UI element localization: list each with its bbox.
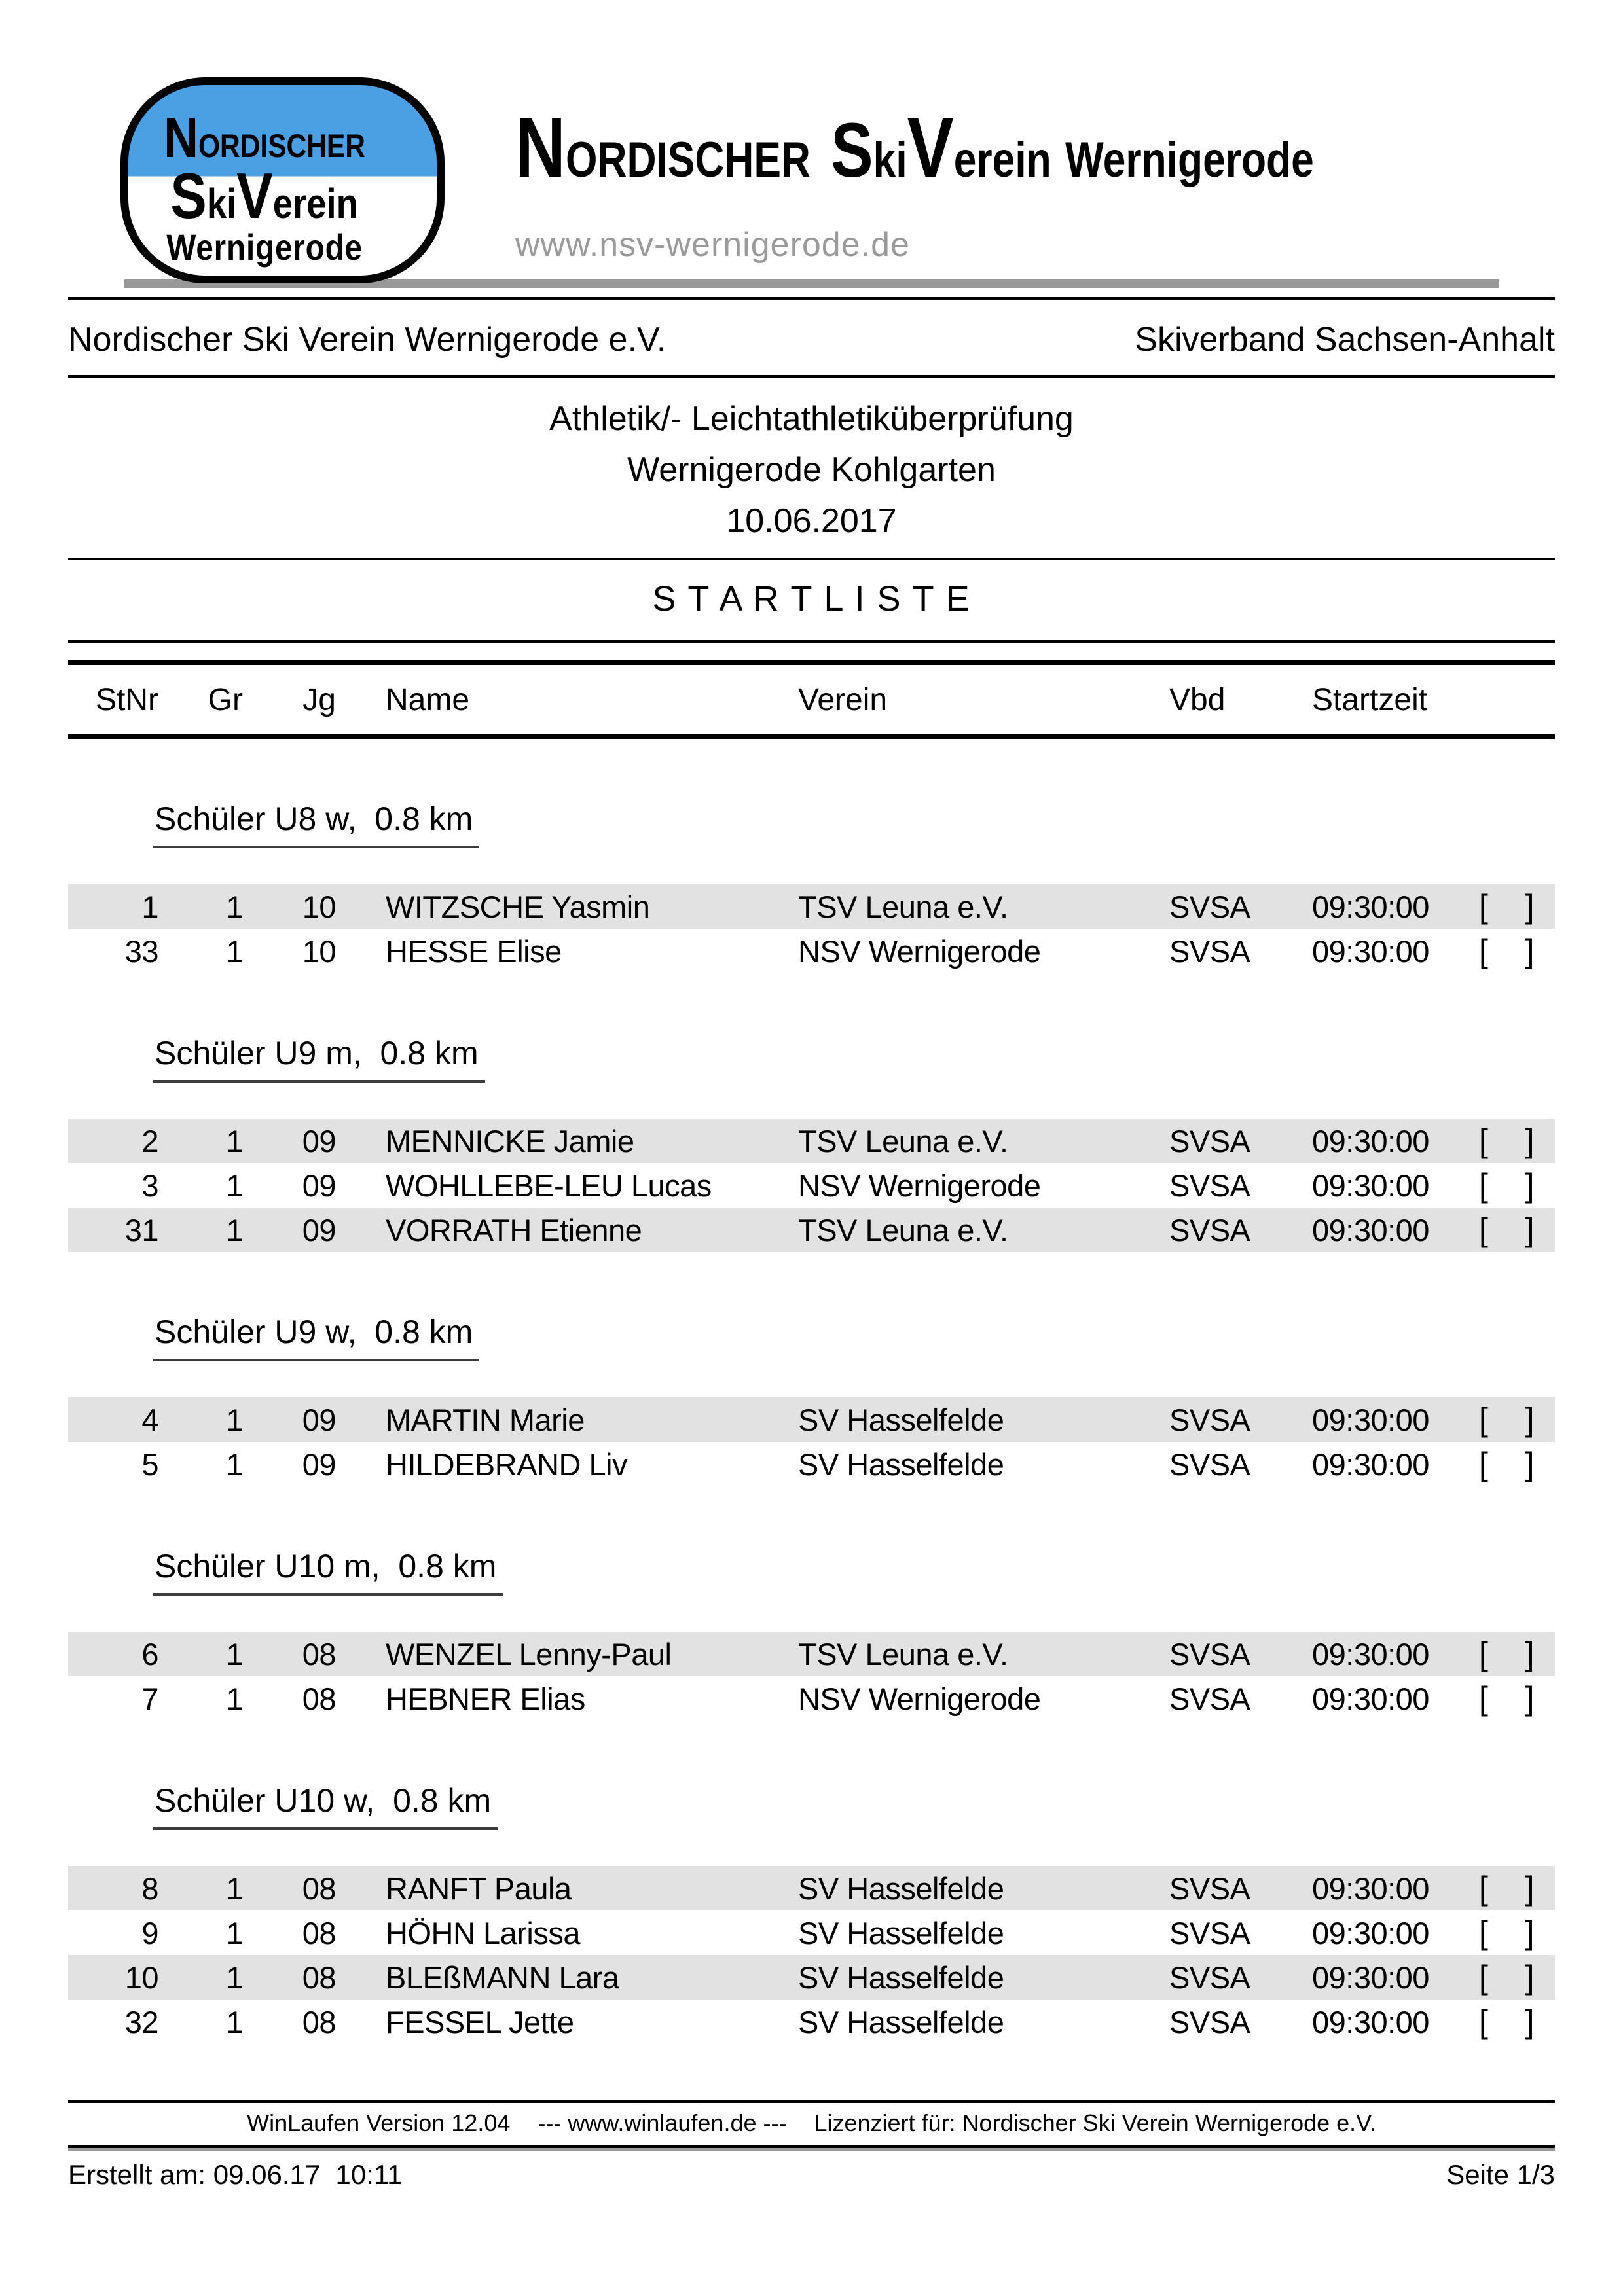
cell-stnr: 3	[141, 1168, 158, 1203]
cell-vbd: SVSA	[1169, 1446, 1250, 1482]
logo-line-nordischer	[164, 107, 365, 170]
cell-startzeit: 09:30:00	[1312, 1446, 1429, 1482]
event-date: 10.06.2017	[726, 502, 897, 540]
page-number: Seite 1/3	[1446, 2159, 1555, 2190]
bracket-open-icon: [	[1479, 1680, 1488, 1717]
start-row	[68, 1676, 1555, 1721]
cell-gr: 1	[226, 1212, 243, 1247]
start-row	[68, 1442, 1555, 1486]
start-group-section	[68, 1316, 1555, 1486]
cell-name: WENZEL Lenny-Paul	[386, 1636, 672, 1672]
logo-line-skiverein	[170, 160, 359, 232]
event-location: Wernigerode Kohlgarten	[627, 451, 996, 489]
cell-vbd: SVSA	[1169, 1915, 1250, 1950]
rule-spacer	[68, 643, 1555, 660]
bracket-open-icon: [	[1479, 1167, 1488, 1204]
logo-text-ki: ki	[207, 180, 237, 227]
group-title: Schüler U9 m, 0.8 km	[153, 1037, 485, 1083]
cell-startzeit: 09:30:00	[1312, 1915, 1429, 1950]
column-header-stnr: StNr	[96, 683, 158, 717]
bracket-open-icon: [	[1479, 1870, 1488, 1907]
cell-stnr: 7	[141, 1681, 158, 1716]
cell-stnr: 5	[141, 1446, 158, 1482]
checkbox-brackets	[1479, 1213, 1534, 1246]
cell-name: HILDEBRAND Liv	[386, 1446, 628, 1482]
start-row	[68, 2000, 1555, 2044]
checkbox-brackets	[1479, 1916, 1534, 1949]
rule-under-table-header	[68, 734, 1555, 739]
wordmark-text-ki: ki	[873, 132, 907, 188]
cell-gr: 1	[226, 1915, 243, 1950]
checkbox-brackets	[1479, 1638, 1534, 1670]
bracket-close-icon: ]	[1525, 1870, 1534, 1907]
bracket-open-icon: [	[1479, 888, 1488, 925]
column-header-startzeit: Startzeit	[1312, 683, 1428, 717]
checkbox-brackets	[1479, 1872, 1534, 1905]
brand-block	[515, 99, 1489, 283]
group-title: Schüler U9 w, 0.8 km	[153, 1316, 479, 1361]
cell-startzeit: 09:30:00	[1312, 1960, 1429, 1995]
winlaufen-url: --- www.winlaufen.de ---	[538, 2109, 787, 2136]
checkbox-brackets	[1479, 1961, 1534, 1994]
cell-gr: 1	[226, 1123, 243, 1158]
cell-vbd: SVSA	[1169, 1168, 1250, 1203]
winlaufen-credit-line	[68, 2103, 1555, 2145]
column-header-name: Name	[386, 683, 470, 717]
start-group-section	[68, 1784, 1555, 2044]
cell-vbd: SVSA	[1169, 933, 1250, 969]
bracket-close-icon: ]	[1525, 933, 1534, 969]
event-titles	[68, 378, 1555, 558]
bracket-close-icon: ]	[1525, 2003, 1534, 2040]
winlaufen-license: Lizenziert für: Nordischer Ski Verein Wernigerode e.V.	[814, 2109, 1376, 2136]
group-rows	[68, 884, 1555, 973]
cell-gr: 1	[226, 1168, 243, 1203]
cell-verein: TSV Leuna e.V.	[798, 1212, 1008, 1247]
cell-gr: 1	[226, 1871, 243, 1906]
start-row	[68, 884, 1555, 929]
cell-vbd: SVSA	[1169, 1212, 1250, 1247]
event-title: Athletik/- Leichtathletiküberprüfung	[549, 400, 1074, 438]
cell-stnr: 2	[141, 1123, 158, 1158]
cell-jg: 08	[302, 1681, 336, 1716]
start-group-section	[68, 1550, 1555, 1721]
cell-jg: 08	[302, 1871, 336, 1906]
checkbox-brackets	[1479, 1403, 1534, 1436]
column-header-verein: Verein	[798, 683, 888, 717]
cell-gr: 1	[226, 889, 243, 924]
cell-startzeit: 09:30:00	[1312, 1212, 1429, 1247]
cell-jg: 08	[302, 1915, 336, 1950]
cell-gr: 1	[226, 1446, 243, 1482]
rule-table-top	[68, 660, 1555, 665]
club-logo	[120, 77, 445, 283]
logo-initial-n: N	[164, 107, 198, 170]
cell-jg: 08	[302, 1960, 336, 1995]
cell-verein: NSV Wernigerode	[798, 1681, 1041, 1716]
checkbox-brackets	[1479, 2005, 1534, 2038]
checkbox-brackets	[1479, 1124, 1534, 1157]
startlist-title: S T A R T L I S T E	[652, 579, 971, 619]
checkbox-brackets	[1479, 890, 1534, 923]
table-header-row	[68, 665, 1555, 734]
cell-name: FESSEL Jette	[386, 2004, 574, 2039]
cell-vbd: SVSA	[1169, 889, 1250, 924]
cell-stnr: 1	[141, 889, 158, 924]
cell-stnr: 32	[124, 2004, 158, 2039]
cell-startzeit: 09:30:00	[1312, 1636, 1429, 1672]
cell-startzeit: 09:30:00	[1312, 889, 1429, 924]
logo-text-ordischer: ORDISCHER	[198, 128, 365, 164]
cell-verein: TSV Leuna e.V.	[798, 1636, 1008, 1672]
checkbox-brackets	[1479, 1448, 1534, 1480]
cell-stnr: 4	[141, 1402, 158, 1437]
page-footer	[68, 2100, 1555, 2198]
cell-jg: 10	[302, 889, 336, 924]
club-website-url: www.nsv-wernigerode.de	[515, 226, 910, 264]
cell-verein: SV Hasselfelde	[798, 1871, 1004, 1906]
group-rows	[68, 1397, 1555, 1486]
cell-name: WOHLLEBE-LEU Lucas	[386, 1168, 712, 1203]
association-name: Skiverband Sachsen-Anhalt	[1135, 321, 1555, 359]
cell-verein: SV Hasselfelde	[798, 1402, 1004, 1437]
cell-verein: TSV Leuna e.V.	[798, 1123, 1008, 1158]
cell-name: MARTIN Marie	[386, 1402, 585, 1437]
cell-name: VORRATH Etienne	[386, 1212, 642, 1247]
bracket-close-icon: ]	[1525, 1446, 1534, 1482]
cell-jg: 10	[302, 933, 336, 969]
group-rows	[68, 1866, 1555, 2044]
start-group-section	[68, 802, 1555, 973]
cell-verein: SV Hasselfelde	[798, 1915, 1004, 1950]
logo-text-erein: erein	[273, 180, 359, 227]
cell-verein: SV Hasselfelde	[798, 1960, 1004, 1995]
bracket-open-icon: [	[1479, 1211, 1488, 1248]
bracket-open-icon: [	[1479, 933, 1488, 969]
cell-name: HEBNER Elias	[386, 1681, 585, 1716]
logo-initial-s: S	[170, 160, 208, 232]
start-row	[68, 1632, 1555, 1676]
cell-verein: TSV Leuna e.V.	[798, 889, 1008, 924]
column-header-gr: Gr	[208, 683, 243, 717]
bracket-close-icon: ]	[1525, 1401, 1534, 1438]
cell-gr: 1	[226, 1636, 243, 1672]
cell-vbd: SVSA	[1169, 2004, 1250, 2039]
cell-startzeit: 09:30:00	[1312, 1123, 1429, 1158]
cell-vbd: SVSA	[1169, 1871, 1250, 1906]
cell-vbd: SVSA	[1169, 1123, 1250, 1158]
cell-jg: 09	[302, 1212, 336, 1247]
start-row	[68, 1208, 1555, 1252]
cell-gr: 1	[226, 1402, 243, 1437]
cell-stnr: 9	[141, 1915, 158, 1950]
start-row	[68, 1163, 1555, 1208]
group-rows	[68, 1119, 1555, 1252]
group-rows	[68, 1632, 1555, 1721]
cell-stnr: 31	[124, 1212, 158, 1247]
masthead	[120, 77, 1555, 283]
cell-stnr: 8	[141, 1871, 158, 1906]
cell-startzeit: 09:30:00	[1312, 1871, 1429, 1906]
cell-name: BLEßMANN Lara	[386, 1960, 619, 1995]
wordmark-text-wernigerode: Wernigerode	[1065, 132, 1314, 188]
cell-stnr: 6	[141, 1636, 158, 1672]
cell-gr: 1	[226, 1960, 243, 1995]
bracket-open-icon: [	[1479, 1914, 1488, 1951]
cell-stnr: 33	[124, 933, 158, 969]
cell-startzeit: 09:30:00	[1312, 1402, 1429, 1437]
cell-name: MENNICKE Jamie	[386, 1123, 634, 1158]
wordmark-initial-s: S	[831, 107, 873, 194]
cell-startzeit: 09:30:00	[1312, 2004, 1429, 2039]
wordmark-initial-n: N	[515, 99, 566, 195]
cell-verein: NSV Wernigerode	[798, 1168, 1041, 1203]
cell-jg: 09	[302, 1168, 336, 1203]
bracket-close-icon: ]	[1525, 1122, 1534, 1159]
cell-verein: SV Hasselfelde	[798, 2004, 1004, 2039]
bracket-open-icon: [	[1479, 1401, 1488, 1438]
start-row	[68, 929, 1555, 973]
bracket-open-icon: [	[1479, 1122, 1488, 1159]
bracket-open-icon: [	[1479, 1446, 1488, 1482]
bracket-open-icon: [	[1479, 1636, 1488, 1672]
club-name: Nordischer Ski Verein Wernigerode e.V.	[68, 321, 666, 359]
winlaufen-version: WinLaufen Version 12.04	[247, 2109, 511, 2136]
start-row	[68, 1119, 1555, 1163]
start-group-section	[68, 1037, 1555, 1252]
cell-stnr: 10	[124, 1960, 158, 1995]
bracket-close-icon: ]	[1525, 888, 1534, 925]
club-association-row	[68, 300, 1555, 375]
wordmark-initial-v: V	[907, 99, 954, 195]
bracket-close-icon: ]	[1525, 1959, 1534, 1996]
cell-jg: 09	[302, 1123, 336, 1158]
start-row	[68, 1866, 1555, 1910]
bracket-open-icon: [	[1479, 1959, 1488, 1996]
group-title: Schüler U10 m, 0.8 km	[153, 1550, 503, 1596]
wordmark-text-erein: erein	[953, 132, 1051, 188]
column-header-vbd: Vbd	[1169, 683, 1226, 717]
club-wordmark	[515, 99, 1314, 195]
wordmark-text-ordischer: ORDISCHER	[565, 132, 811, 188]
cell-startzeit: 09:30:00	[1312, 933, 1429, 969]
cell-gr: 1	[226, 2004, 243, 2039]
bracket-close-icon: ]	[1525, 1914, 1534, 1951]
cell-jg: 09	[302, 1402, 336, 1437]
cell-name: WITZSCHE Yasmin	[386, 889, 650, 924]
logo-line-wernigerode: Wernigerode	[166, 226, 363, 268]
bracket-close-icon: ]	[1525, 1680, 1534, 1717]
bracket-close-icon: ]	[1525, 1211, 1534, 1248]
cell-verein: SV Hasselfelde	[798, 1446, 1004, 1482]
start-row	[68, 1910, 1555, 1955]
created-timestamp: Erstellt am: 09.06.17 10:11	[68, 2159, 403, 2190]
cell-vbd: SVSA	[1169, 1960, 1250, 1995]
group-title: Schüler U8 w, 0.8 km	[153, 802, 479, 848]
groups	[68, 739, 1555, 2044]
bracket-open-icon: [	[1479, 2003, 1488, 2040]
checkbox-brackets	[1479, 1169, 1534, 1202]
cell-jg: 09	[302, 1446, 336, 1482]
cell-jg: 08	[302, 2004, 336, 2039]
cell-startzeit: 09:30:00	[1312, 1168, 1429, 1203]
cell-name: RANFT Paula	[386, 1871, 572, 1906]
cell-gr: 1	[226, 1681, 243, 1716]
logo-initial-v: V	[236, 160, 274, 232]
start-row	[68, 1397, 1555, 1442]
checkbox-brackets	[1479, 935, 1534, 967]
created-page-row	[68, 2151, 1555, 2198]
cell-vbd: SVSA	[1169, 1681, 1250, 1716]
cell-vbd: SVSA	[1169, 1402, 1250, 1437]
bracket-close-icon: ]	[1525, 1167, 1534, 1204]
cell-gr: 1	[226, 933, 243, 969]
cell-jg: 08	[302, 1636, 336, 1672]
cell-verein: NSV Wernigerode	[798, 933, 1041, 969]
cell-startzeit: 09:30:00	[1312, 1681, 1429, 1716]
cell-vbd: SVSA	[1169, 1636, 1250, 1672]
bracket-close-icon: ]	[1525, 1636, 1534, 1672]
cell-name: HESSE Elise	[386, 933, 562, 969]
cell-name: HÖHN Larissa	[386, 1915, 580, 1950]
start-row	[68, 1955, 1555, 2000]
column-header-jg: Jg	[302, 683, 336, 717]
group-title: Schüler U10 w, 0.8 km	[153, 1784, 498, 1830]
checkbox-brackets	[1479, 1682, 1534, 1715]
